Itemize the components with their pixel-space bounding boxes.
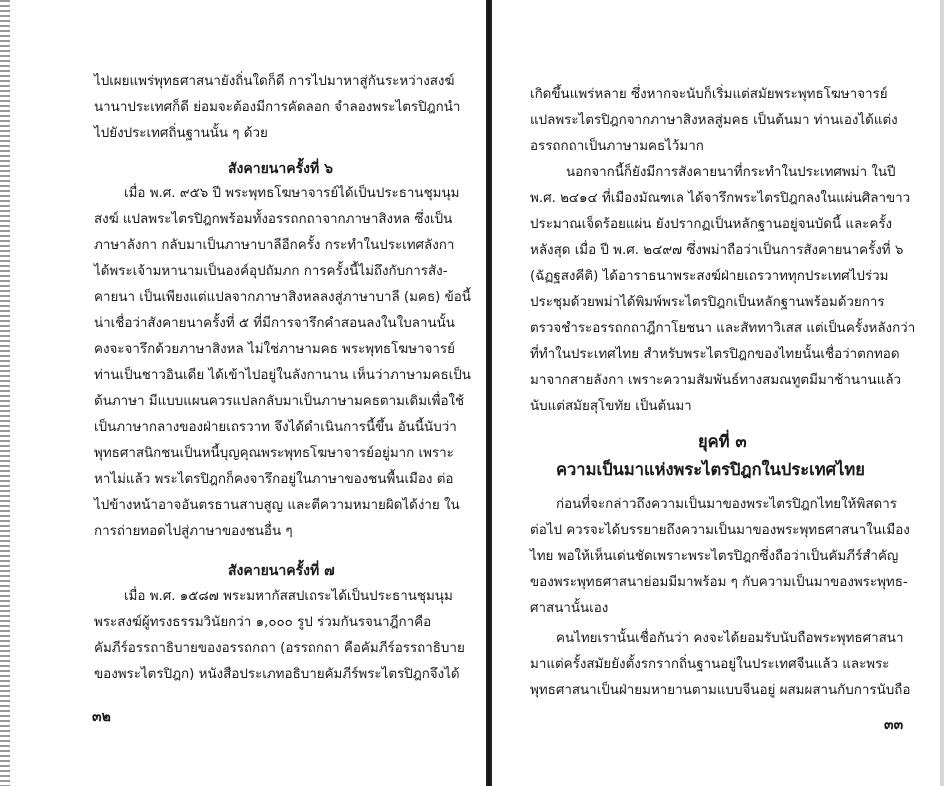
text-line: การถ่ายทอดไปสู่ภาษาของชนอื่น ๆ <box>94 524 293 539</box>
text-line: คนไทยเรานั้นเชื่อกันว่า คงจะได้ยอมรับนับถือพระพุทธศาสนา <box>556 631 904 646</box>
text-line: (ฉัฏฐสงคีติ) ได้อาราธนาพระสงฆ์ฝ่ายเถรวาททุกประเทศไปร่วม <box>530 269 889 284</box>
text-line: ศาสนานั้นเอง <box>530 601 609 616</box>
text-line: แปลพระไตรปิฎกจากภาษาสิงหลสู่มคธ เป็นต้นมา ท่านเองได้แต่ง <box>530 113 898 128</box>
chapter-title: ความเป็นมาแห่งพระไตรปิฎกในประเทศไทย <box>556 460 865 479</box>
text-line: เป็นภาษากลางของฝ่ายเถรวาท จึงได้ดำเนินการนี้ขึ้น อันนี้นับว่า <box>94 420 457 435</box>
text-line: เมื่อ พ.ศ. ๙๕๖ ปี พระพุทธโฆษาจารย์ได้เป็นประธานชุมนุม <box>124 186 460 201</box>
text-line: ต่อไป ควรจะได้บรรยายถึงความเป็นมาของพระพุทธศาสนาในเมือง <box>530 523 910 538</box>
text-line: คัมภีร์อรรถาธิบายของอรรถกถา (อรรถกถา คือคัมภีร์อรรถาธิบาย <box>94 641 465 656</box>
text-line: คายนา เป็นเพียงแต่แปลจากภาษาสิงหลลงสู่ภาษาบาลี (มคธ) ข้อนี้ <box>94 290 471 305</box>
text-line: หาไม่แล้ว พระไตรปิฎกก็คงจารึกอยู่ในภาษาของชนพื้นเมือง ต่อ <box>94 472 454 487</box>
right-page <box>492 0 944 786</box>
text-line: เมื่อ พ.ศ. ๑๕๘๗ พระมหากัสสปเถระได้เป็นประธานชุมนุม <box>124 589 453 604</box>
page-number: ๓๒ <box>92 709 111 725</box>
page-number: ๓๓ <box>884 717 904 733</box>
text-line: สงฆ์ แปลพระไตรปิฎกพร้อมทั้งอรรถกถาจากภาษาสิงหล ซึ่งเป็น <box>94 212 453 227</box>
text-line: พ.ศ. ๒๔๑๔ ที่เมืองมัณฑเล ได้จารึกพระไตรปิฎกลงในแผ่นศิลาขาว <box>530 191 911 206</box>
text-line: ของพระไตรปิฎก) หนังสือประเภทอธิบายคัมภีร์พระไตรปิฎกจึงได้ <box>94 667 460 682</box>
text-line: ท่านเป็นชาวอินเดีย ได้เข้าไปอยู่ในลังกานาน เห็นว่าภาษามคธเป็น <box>94 368 471 383</box>
text-line: ที่ทำในประเทศไทย สำหรับพระไตรปิฎกของไทยนั้นเชื่อว่าตกทอด <box>530 347 900 362</box>
text-line: พุทธศาสนาเป็นฝ่ายมหายานตามแบบจีนอยู่ ผสมผสานกับการนับถือ <box>530 683 911 698</box>
text-line: เกิดขึ้นแพร่หลาย ซึ่งหากจะนับก็เริ่มแต่สมัยพระพุทธโฆษาจารย์ <box>530 87 888 102</box>
text-line: ไปข้างหน้าอาจอันตรธานสาบสูญ และตีความหมายผิดได้ง่าย ใน <box>94 498 460 513</box>
text-line: อรรถกถาเป็นภาษามคธไว้มาก <box>530 139 704 154</box>
text-line: มาจากสายลังกา เพราะความสัมพันธ์ทางสมณทูตมีมาช้านานแล้ว <box>530 373 902 388</box>
text-line: ก่อนที่จะกล่าวถึงความเป็นมาของพระไตรปิฎกไทยให้พิสดาร <box>556 497 897 512</box>
text-line: ไปเผยแพร่พุทธศาสนายังถิ่นใดก็ดี การไปมาหาสู่กันระหว่างสงฆ์ <box>94 74 455 89</box>
text-line: น่าเชื่อว่าสังคายนาครั้งที่ ๕ ที่มีการจารึกคำสอนลงในใบลานนั้น <box>94 316 455 331</box>
text-line: มาแต่ครั้งสมัยยังตั้งรกรากถิ่นฐานอยู่ในประเทศจีนแล้ว และพระ <box>530 657 890 672</box>
text-line: นับแต่สมัยสุโขทัย เป็นต้นมา <box>530 399 692 414</box>
text-line: นานาประเทศก็ดี ย่อมจะต้องมีการคัดลอก จำลองพระไตรปิฎกนำ <box>94 100 461 115</box>
text-line: ประชุมด้วยพม่าได้พิมพ์พระไตรปิฎกเป็นหลักฐานพร้อมด้วยการ <box>530 295 885 310</box>
text-line: หลังสุด เมื่อ ปี พ.ศ. ๒๔๙๗ ซึ่งพม่าถือว่าเป็นการสังคายนาครั้งที่ ๖ <box>530 243 904 258</box>
text-line: ของพระพุทธศาสนาย่อมมีมาพร้อม ๆ กับความเป็นมาของพระพุทธ- <box>530 575 908 590</box>
section-heading: สังคายนาครั้งที่ ๖ <box>228 161 333 177</box>
text-line: ไทย พอให้เห็นเด่นชัดเพราะพระไตรปิฎกซึ่งถือว่าเป็นคัมภีร์สำคัญ <box>530 549 899 564</box>
text-line: พระสงฆ์ผู้ทรงธรรมวินัยกว่า ๑,๐๐๐ รูป ร่วมกันรจนาฎีกาคือ <box>94 615 432 630</box>
text-line: ภาษาลังกา กลับมาเป็นภาษาบาลีอีกครั้ง กระทำในประเทศลังกา <box>94 238 455 253</box>
text-line: ไปยังประเทศถิ่นฐานนั้น ๆ ด้วย <box>94 126 268 141</box>
text-line: ต้นภาษา มีแบบแผนควรแปลกลับมาเป็นภาษามคธตามเดิมเพื่อใช้ <box>94 394 465 409</box>
text-line: นอกจากนี้ก็ยังมีการสังคายนาที่กระทำในประเทศพม่า ในปี <box>566 165 896 180</box>
chapter-heading: ยุคที่ ๓ <box>698 432 747 451</box>
section-heading: สังคายนาครั้งที่ ๗ <box>228 563 335 579</box>
text-line: คงจะจารึกด้วยภาษาสิงหล ไม่ใช่ภาษามคธ พระพุทธโฆษาจารย์ <box>94 342 455 357</box>
text-line: พุทธศาสนิกชนเป็นหนี้บุญคุณพระพุทธโฆษาจารย์อยู่มาก เพราะ <box>94 446 454 461</box>
text-line: ได้พระเจ้ามหานามเป็นองค์อุปถัมภก การครั้งนี้ไม่ถึงกับการสัง- <box>94 264 448 279</box>
text-line: ตรวจชำระอรรถกถาฎีกาโยชนา และสัททาวิเสส แต่เป็นครั้งหลังกว่า <box>530 321 916 336</box>
text-line: ประมาณเจ็ดร้อยแผ่น ยังปรากฏเป็นหลักฐานอยู่จนบัดนี้ และครั้ง <box>530 217 893 232</box>
